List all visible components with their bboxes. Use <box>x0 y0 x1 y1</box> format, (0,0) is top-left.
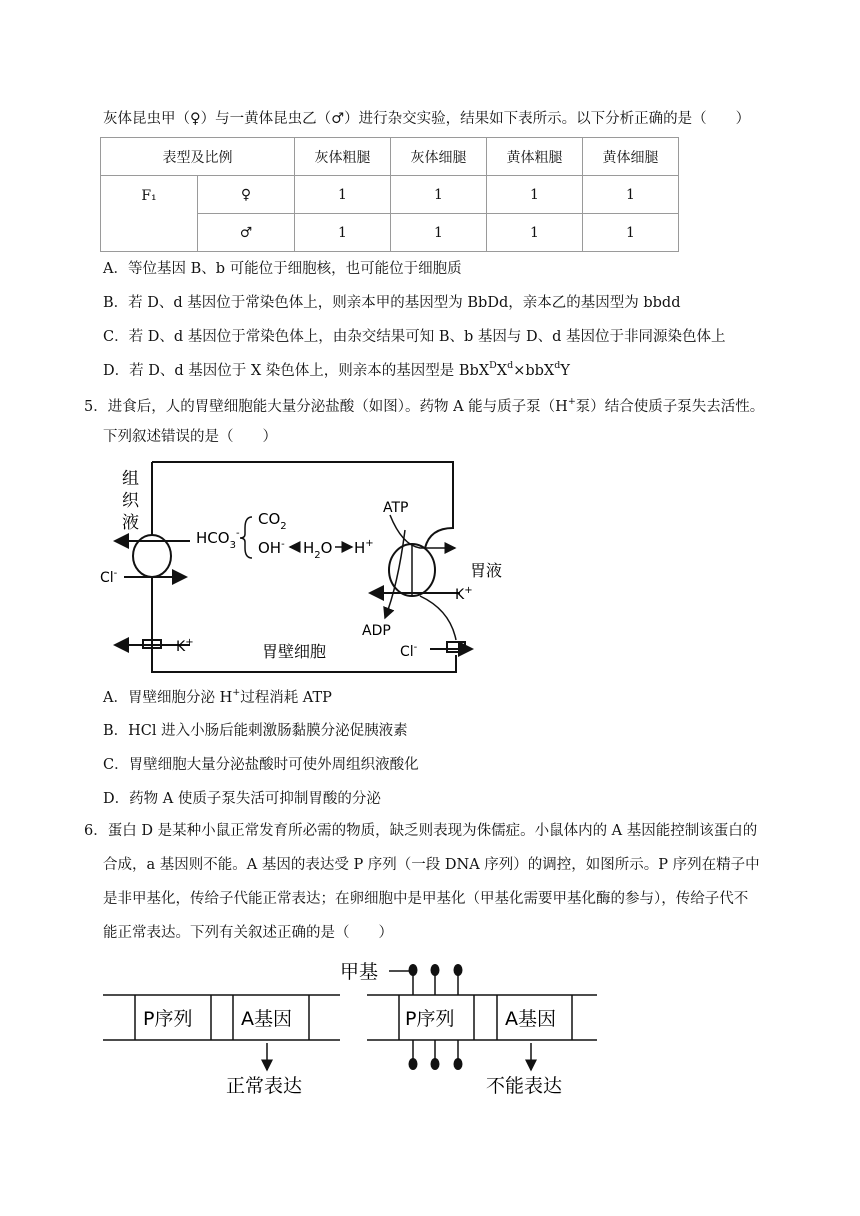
q6-stem-line4: 能正常表达。下列有关叙述正确的是（ ） <box>103 925 393 941</box>
table-cell: 1 <box>391 214 487 252</box>
k-plus-left-label: K+ <box>176 637 194 655</box>
header-cell: 黄体粗腿 <box>487 138 583 176</box>
sex-cell: ♂ <box>198 214 295 252</box>
methyl-groups-bottom <box>409 1040 463 1070</box>
q4-option-d: D．若 D、d 基因位于 X 染色体上，则亲本的基因型是 $BbX^DX^d\times bbX^dY$ <box>103 360 570 379</box>
not-expressed-label: 不能表达 <box>486 1075 563 1097</box>
hplus-label: H+ <box>354 538 374 557</box>
q5-stem-line2: 下列叙述错误的是（ ） <box>103 429 277 445</box>
p-seq-left-label: P序列 <box>143 1008 193 1030</box>
q6-stem-line1: 6．蛋白 D 是某种小鼠正常发育所必需的物质，缺乏则表现为侏儒症。小鼠体内的 A 基因能控制该蛋白的 <box>84 823 758 839</box>
cl-left-label: Cl- <box>100 568 118 586</box>
table-cell: 1 <box>391 176 487 214</box>
a-gene-left-label: A基因 <box>241 1008 292 1030</box>
cl-channel-right <box>447 642 465 652</box>
header-cell: 灰体粗腿 <box>295 138 391 176</box>
table-cell: 1 <box>583 214 679 252</box>
table-cell: 1 <box>583 176 679 214</box>
oh-label: OH- <box>258 539 285 557</box>
methyl-label: 甲基 <box>340 961 379 983</box>
q4-stem: 灰体昆虫甲（♀）与一黄体昆虫乙（♂）进行杂交实验，结果如下表所示。以下分析正确的是（ ） <box>103 111 751 127</box>
q6-stem-line3: 是非甲基化，传给子代能正常表达；在卵细胞中是甲基化（甲基化需要甲基化酶的参与），传给子代不 <box>103 891 749 907</box>
q5-option-a: A．胃壁细胞分泌 H+过程消耗 ATP <box>103 687 332 706</box>
q6-stem-line2: 合成，a 基因则不能。A 基因的表达受 P 序列（一段 DNA 序列）的调控，如图所示。P 序列在精子中 <box>103 857 760 873</box>
q5-option-d: D．药物 A 使质子泵失活可抑制胃酸的分泌 <box>103 791 381 807</box>
co2-label: $CO_2$ <box>258 510 287 532</box>
q5-stem-line1: 5．进食后，人的胃壁细胞能大量分泌盐酸（如图）。药物 A 能与质子泵（H+泵）结合使质子泵失去活性。 <box>84 396 765 415</box>
generation-cell: F₁ <box>101 176 198 252</box>
k-plus-right-label: K+ <box>455 585 473 603</box>
gastric-juice-label: 胃液 <box>470 561 503 580</box>
q4-option-a: A．等位基因 B、b 可能位于细胞核，也可能位于细胞质 <box>103 261 462 277</box>
table-cell: 1 <box>295 214 391 252</box>
q5-option-b: B．HCl 进入小肠后能刺激肠黏膜分泌促胰液素 <box>103 723 408 739</box>
adp-label: ADP <box>362 623 391 639</box>
table-cell: 1 <box>487 176 583 214</box>
p-seq-right-label: P序列 <box>405 1008 455 1030</box>
cl-right-label: Cl- <box>400 642 418 660</box>
table-cell: 1 <box>295 176 391 214</box>
h2o-label: $H_2O$ <box>303 539 333 561</box>
atp-label: ATP <box>383 500 409 516</box>
brace <box>240 517 252 558</box>
q4-option-b: B．若 D、d 基因位于常染色体上，则亲本甲的基因型为 BbDd，亲本乙的基因型为 bbdd <box>103 295 681 311</box>
a-gene-right-label: A基因 <box>505 1008 556 1030</box>
hco3-label: $HCO_3^-$ <box>196 528 240 551</box>
header-cell: 黄体细腿 <box>583 138 679 176</box>
tissue-fluid-label-2: 织 <box>122 491 139 511</box>
table-cell: 1 <box>487 214 583 252</box>
q5-option-c: C．胃壁细胞大量分泌盐酸时可使外周组织液酸化 <box>103 757 419 773</box>
q4-option-c: C．若 D、d 基因位于常染色体上，由杂交结果可知 B、b 基因与 D、d 基因位于非同源染色体上 <box>103 329 726 345</box>
tissue-fluid-label-3: 液 <box>122 513 139 533</box>
sex-cell: ♀ <box>198 176 295 214</box>
normal-expression-label: 正常表达 <box>226 1075 303 1097</box>
tissue-fluid-label-1: 组 <box>122 469 139 489</box>
header-cell: 表型及比例 <box>101 138 295 176</box>
cell-label: 胃壁细胞 <box>262 642 327 661</box>
methyl-groups-top <box>409 964 463 995</box>
header-cell: 灰体细腿 <box>391 138 487 176</box>
